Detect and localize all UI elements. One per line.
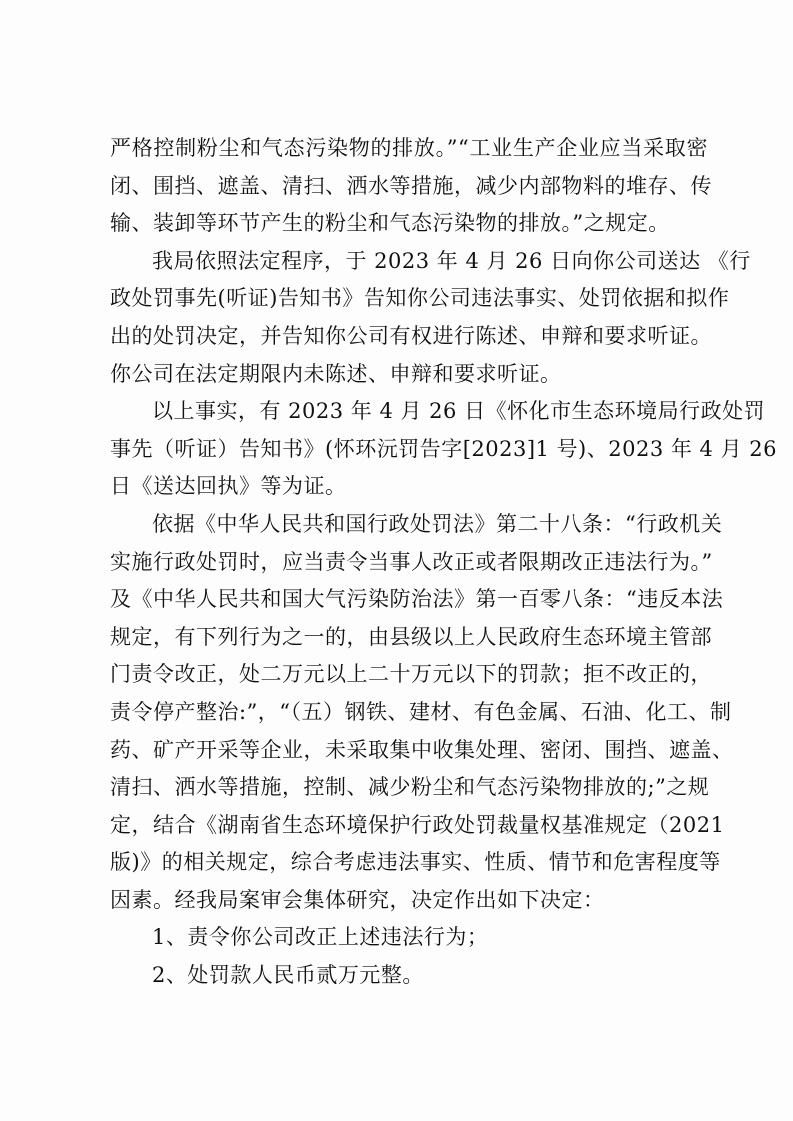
paragraph-notification: [110, 243, 751, 393]
paragraph-regulation-quote: [110, 130, 712, 243]
decision-item-2: [110, 957, 708, 995]
text-line: 版)》的相关规定，综合考虑违法事实、性质、情节和危害程度等: [110, 850, 721, 875]
text-line: 严格控制粉尘和气态污染物的排放。”“工业生产企业应当采取密: [110, 136, 708, 160]
text-line: 门责令改正，处二万元以上二十万元以下的罚款；拒不改正的，: [110, 662, 712, 687]
text-line: 定，结合《湖南省生态环境保护行政处罚裁量权基准规定（2021: [110, 812, 725, 837]
text-line: 及《中华人民共和国大气污染防治法》第一百零八条：“违反本法: [110, 587, 724, 612]
text-line: 2、处罚款人民币贰万元整。: [152, 963, 424, 988]
text-line: 清扫、洒水等措施，控制、减少粉尘和气态污染物排放的;”之规: [110, 775, 710, 800]
text-line: 日《送达回执》等为证。: [110, 474, 347, 499]
text-line: 政处罚事先(听证)告知书》告知你公司违法事实、处罚依据和拟作: [110, 286, 730, 311]
paragraph-evidence: [110, 393, 777, 506]
text-line: 闭、围挡、遮盖、清扫、洒水等措施，减少内部物料的堆存、传: [110, 173, 712, 198]
text-line: 你公司在法定期限内未陈述、申辩和要求听证。: [110, 361, 562, 386]
text-line: 依据《中华人民共和国行政处罚法》第二十八条：“行政机关: [152, 511, 723, 536]
text-line: 药、矿产开采等企业，未采取集中收集处理、密闭、围挡、遮盖、: [110, 737, 734, 762]
text-line: 事先（听证）告知书》(怀环沅罚告字[2023]1 号)、2023 年 4 月 26: [110, 436, 777, 461]
paragraph-legal-basis: [110, 506, 734, 920]
text-line: 因素。经我局案审会集体研究，决定作出如下决定：: [110, 887, 605, 912]
text-line: 输、装卸等环节产生的粉尘和气态污染物的排放。”之规定。: [110, 211, 670, 236]
text-line: 责令停产整治:”，“（五）钢铁、建材、有色金属、石油、化工、制: [110, 699, 732, 724]
text-line: 规定，有下列行为之一的，由县级以上人民政府生态环境主管部: [110, 624, 712, 649]
document-body: [110, 130, 777, 995]
text-line: 实施行政处罚时，应当责令当事人改正或者限期改正违法行为。”: [110, 549, 713, 574]
text-line: 我局依照法定程序，于 2023 年 4 月 26 日向你公司送达 《行: [152, 248, 751, 273]
text-line: 以上事实，有 2023 年 4 月 26 日《怀化市生态环境局行政处罚: [152, 399, 766, 424]
text-line: 出的处罚决定，并告知你公司有权进行陈述、申辩和要求听证。: [110, 323, 712, 348]
decision-item-1: [110, 919, 708, 957]
text-line: 1、责令你公司改正上述违法行为；: [152, 925, 489, 950]
